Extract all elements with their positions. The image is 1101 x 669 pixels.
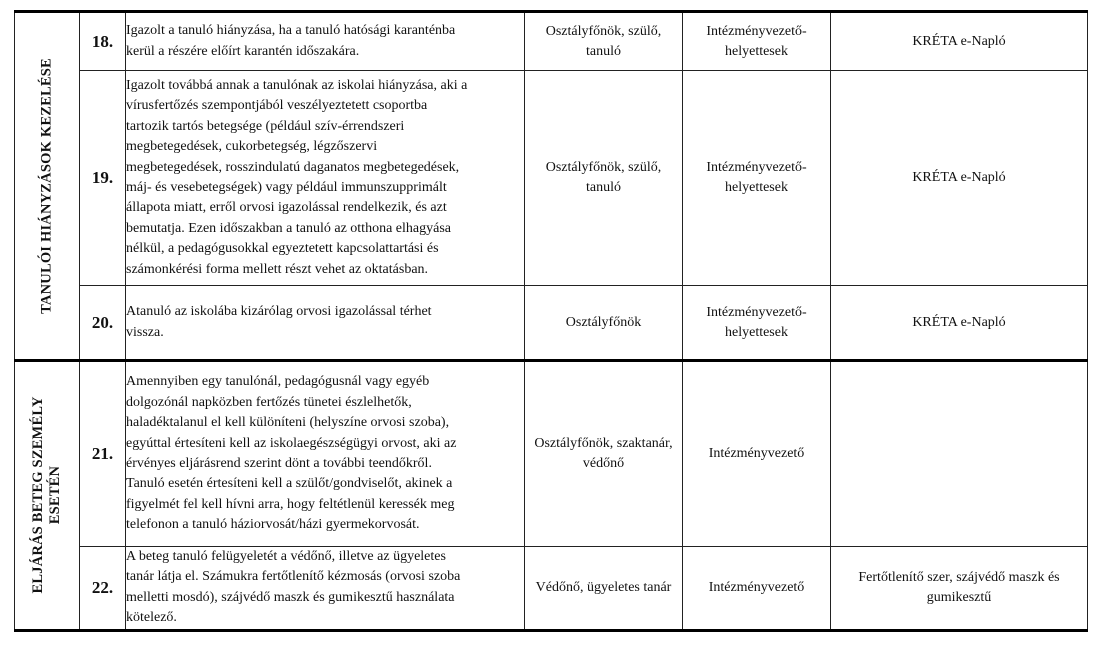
row-number: [80, 12, 126, 71]
task-description: [126, 361, 525, 547]
description-line: megbetegedések, cukorbetegség, légzőszervi: [126, 139, 378, 155]
supervisor-line: Intézményvezető-: [706, 160, 807, 175]
description-line: érvényes eljárásrend szerint dönt a további teendőkről.: [126, 456, 432, 471]
task-description: [126, 12, 525, 71]
task-description: [126, 286, 525, 361]
task-description: [126, 71, 525, 286]
tool-cell: [831, 71, 1088, 286]
supervisor-line: helyettesek: [725, 43, 788, 59]
section-title-line: ESETÉN: [47, 466, 63, 525]
section-title: [30, 397, 64, 594]
supervisor-cell: [683, 361, 831, 547]
description-line: bemutatja. Ezen időszakban a tanuló az otthona elhagyása: [126, 220, 451, 236]
supervisor-line: Intézményvezető-: [706, 23, 807, 39]
section-title-line: ELJÁRÁS BETEG SZEMÉLY: [30, 396, 46, 594]
description-line: számonkérési forma mellett részt vehet az oktatásban.: [126, 261, 429, 277]
row-number: [80, 361, 126, 547]
responsible-line: Osztályfőnök: [565, 314, 642, 330]
description-line: Amennyiben egy tanulónál, pedagógusnál vagy egyéb: [126, 374, 430, 390]
row-number: [80, 547, 126, 631]
tool-cell: [831, 547, 1088, 631]
responsible-cell: [525, 71, 683, 286]
row-number-text: 22.: [91, 577, 114, 597]
responsible-cell: [525, 547, 683, 631]
description-line: figyelmét fel kell hívni arra, hogy feltétlenül keressék meg: [126, 496, 455, 512]
supervisor-line: Intézményvezető: [708, 446, 805, 461]
tool-line: KRÉTA e-Napló: [912, 170, 1006, 185]
description-line: Igazolt továbbá annak a tanulónak az iskolai hiányzása, aki a: [126, 77, 468, 93]
row-number: [80, 286, 126, 361]
row-number-text: 18.: [91, 31, 114, 51]
table-row: [15, 71, 1088, 286]
responsible-line: Osztályfőnök, szülő,: [545, 23, 662, 39]
table-row: [15, 286, 1088, 361]
table-row: [15, 361, 1088, 547]
description-line: vírusfertőzés szempontjából veszélyeztetett csoportba: [126, 98, 428, 114]
supervisor-cell: [683, 547, 831, 631]
section-title-wrap: [15, 14, 79, 359]
table-row: [15, 547, 1088, 631]
tool-line: KRÉTA e-Napló: [912, 314, 1006, 330]
row-number: [80, 71, 126, 286]
description-line: Tanuló esetén értesíteni kell a szülőt/gondviselőt, akinek a: [126, 476, 453, 492]
responsible-cell: [525, 361, 683, 547]
responsible-line: védőnő: [582, 456, 625, 471]
description-line: haladéktalanul el kell különíteni (helyszíne orvosi szoba),: [126, 415, 450, 431]
tool-line: Fertőtlenítő szer, szájvédő maszk és: [858, 569, 1060, 585]
procedure-table: [14, 10, 1088, 632]
description-line: állapota miatt, erről orvosi igazolással rendelkezik, és azt: [126, 200, 447, 216]
description-line: Igazolt a tanuló hiányzása, ha a tanuló hatósági karanténba: [126, 23, 456, 39]
row-number-text: 20.: [91, 312, 114, 332]
supervisor-cell: [683, 286, 831, 361]
supervisor-line: helyettesek: [725, 180, 788, 195]
description-line: máj- és vesebetegségek) vagy például immunszupprimált: [126, 180, 447, 195]
section-title-cell: [15, 361, 80, 631]
tool-cell: [831, 12, 1088, 71]
responsible-line: Osztályfőnök, szaktanár,: [534, 436, 673, 451]
responsible-cell: [525, 286, 683, 361]
description-line: kötelező.: [126, 610, 177, 626]
responsible-line: Osztályfőnök, szülő,: [545, 160, 662, 175]
description-line: melletti mosdó), szájvédő maszk és gumikesztű használata: [126, 589, 455, 605]
tool-cell: [831, 286, 1088, 361]
supervisor-cell: [683, 71, 831, 286]
supervisor-line: helyettesek: [725, 324, 788, 340]
task-description: [126, 547, 525, 631]
description-line: egyúttal értesíteni kell az iskolaegészségügyi orvost, aki az: [126, 435, 457, 451]
tool-cell: [831, 361, 1088, 547]
description-line: tanár látja el. Számukra fertőtlenítő kézmosás (orvosi szoba: [126, 569, 461, 585]
description-line: vissza.: [126, 324, 164, 340]
description-line: Atanuló az iskolába kizárólag orvosi igazolással térhet: [126, 304, 432, 320]
description-line: dolgozónál napközben fertőzés tünetei észlelhetők,: [126, 394, 412, 410]
description-line: megbetegedések, rosszindulatú daganatos megbetegedések,: [126, 159, 460, 175]
section-title: [39, 58, 56, 314]
section-title-wrap: [15, 366, 79, 624]
section-title-cell: [15, 12, 80, 361]
responsible-line: tanuló: [586, 180, 621, 195]
row-number-text: 21.: [91, 444, 114, 463]
responsible-line: tanuló: [586, 43, 621, 59]
description-line: A beteg tanuló felügyeletét a védőnő, illetve az ügyeletes: [126, 549, 446, 564]
responsible-line: Védőnő, ügyeletes tanár: [535, 579, 672, 595]
description-line: kerül a részére előírt karantén időszakára.: [126, 43, 360, 59]
row-number-text: 19.: [91, 168, 114, 187]
supervisor-cell: [683, 12, 831, 71]
table-row: [15, 12, 1088, 71]
tool-line: KRÉTA e-Napló: [912, 33, 1006, 49]
supervisor-line: Intézményvezető: [708, 579, 805, 595]
supervisor-line: Intézményvezető-: [706, 304, 807, 320]
description-line: tartozik tartós betegsége (például szív-érrendszeri: [126, 118, 405, 134]
responsible-cell: [525, 12, 683, 71]
section-title-line: TANULÓI HIÁNYZÁSOK KEZELÉSE: [38, 58, 55, 314]
description-line: nélkül, a pedagógusokkal egyeztetett kapcsolattartási és: [126, 241, 439, 257]
description-line: telefonon a tanuló háziorvosát/házi gyermekorvosát.: [126, 517, 420, 533]
tool-line: gumikesztű: [926, 589, 992, 605]
